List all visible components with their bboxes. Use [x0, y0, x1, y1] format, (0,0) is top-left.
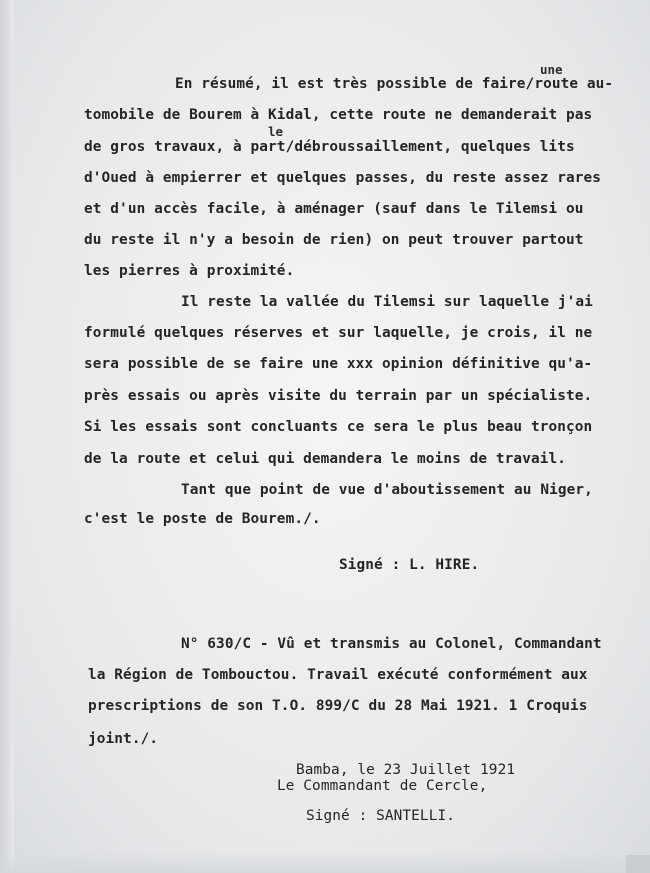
text-line: de la route et celui qui demandera le moins de travail.: [84, 451, 567, 467]
place-date: Bamba, le 23 Juillet 1921: [296, 762, 516, 778]
photo-left-edge: [0, 0, 14, 873]
text-line: la Région de Tombouctou. Travail exécuté conformément aux: [88, 667, 588, 683]
text-line: En résumé, il est très possible de faire/route au-: [175, 76, 614, 92]
handwritten-insertion-une: une: [540, 62, 563, 77]
text-line: d'Oued à empierrer et quelques passes, du reste assez rares: [84, 170, 602, 186]
text-line: Tant que point de vue d'aboutissement au Niger,: [181, 482, 593, 498]
text-line: Il reste la vallée du Tilemsi sur laquelle j'ai: [181, 294, 593, 310]
text-line: de gros travaux, à part/débroussaillement, quelques lits: [84, 139, 575, 155]
photo-bottom-shadow: [0, 851, 650, 873]
commandant-title: Le Commandant de Cercle,: [277, 778, 488, 794]
text-line: tomobile de Bourem à Kidal, cette route ne demanderait pas: [84, 107, 593, 123]
photo-corner-mark: [626, 855, 650, 873]
text-line: près essais ou après visite du terrain par un spécialiste.: [84, 388, 593, 404]
text-line: les pierres à proximité.: [84, 263, 295, 279]
text-line: c'est le poste de Bourem./.: [84, 511, 321, 527]
text-line: du reste il n'y a besoin de rien) on peut trouver partout: [84, 232, 584, 248]
signature-santelli: Signé : SANTELLI.: [306, 808, 455, 824]
text-line: et d'un accès facile, à aménager (sauf dans le Tilemsi ou: [84, 201, 584, 217]
text-line: Si les essais sont concluants ce sera le plus beau tronçon: [84, 419, 593, 435]
text-line: sera possible de se faire une xxx opinion définitive qu'a-: [84, 356, 593, 372]
text-line: prescriptions de son T.O. 899/C du 28 Mai 1921. 1 Croquis: [88, 698, 588, 714]
text-line: N° 630/C - Vû et transmis au Colonel, Commandant: [181, 636, 602, 652]
text-line: joint./.: [88, 731, 159, 747]
handwritten-insertion-le: le: [268, 124, 284, 139]
text-line: formulé quelques réserves et sur laquelle, je crois, il ne: [84, 325, 593, 341]
signature-hire: Signé : L. HIRE.: [339, 557, 480, 573]
